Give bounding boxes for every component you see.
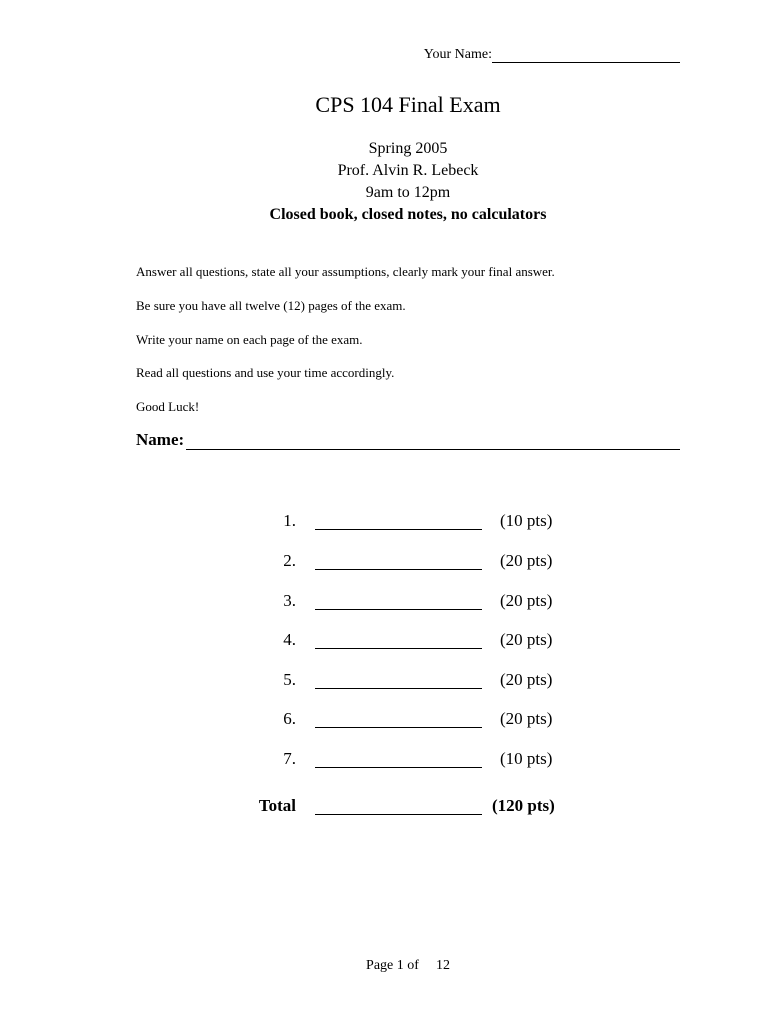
question-points: (20 pts) bbox=[500, 630, 553, 649]
your-name-field bbox=[424, 46, 680, 63]
question-points: (20 pts) bbox=[500, 709, 553, 728]
exam-title: CPS 104 Final Exam bbox=[315, 92, 501, 117]
total-blank[interactable] bbox=[315, 814, 482, 815]
instruction-1: Answer all questions, state all your assumptions, clearly mark your final answer. bbox=[136, 264, 555, 279]
score-row-6 bbox=[0, 709, 770, 733]
question-number: 3. bbox=[283, 591, 296, 610]
score-blank[interactable] bbox=[315, 688, 482, 689]
instruction-2: Be sure you have all twelve (12) pages of the exam. bbox=[136, 298, 406, 313]
page-total: 12 bbox=[435, 958, 450, 973]
exam-rules: Closed book, closed notes, no calculators bbox=[269, 206, 547, 223]
question-number: 4. bbox=[283, 630, 296, 649]
your-name-label: Your Name: bbox=[423, 47, 492, 62]
question-number: 1. bbox=[283, 511, 296, 530]
score-row-3 bbox=[0, 591, 770, 615]
score-blank[interactable] bbox=[315, 609, 482, 610]
professor: Prof. Alvin R. Lebeck bbox=[337, 162, 479, 179]
score-blank[interactable] bbox=[315, 727, 482, 728]
question-points: (20 pts) bbox=[500, 551, 553, 570]
score-blank[interactable] bbox=[315, 648, 482, 649]
instruction-3: Write your name on each page of the exam. bbox=[136, 332, 363, 347]
exam-time: 9am to 12pm bbox=[365, 184, 451, 201]
score-row-1 bbox=[0, 511, 770, 535]
total-label: Total bbox=[258, 796, 296, 815]
question-number: 2. bbox=[283, 551, 296, 570]
name-label: Name: bbox=[136, 430, 185, 449]
score-row-2 bbox=[0, 551, 770, 575]
question-number: 7. bbox=[283, 749, 296, 768]
question-points: (20 pts) bbox=[500, 670, 553, 689]
instruction-5: Good Luck! bbox=[136, 399, 200, 414]
your-name-blank[interactable] bbox=[492, 46, 680, 63]
score-blank[interactable] bbox=[315, 767, 482, 768]
semester: Spring 2005 bbox=[368, 140, 448, 157]
question-number: 5. bbox=[283, 670, 296, 689]
name-field bbox=[136, 430, 680, 450]
instruction-4: Read all questions and use your time accordingly. bbox=[136, 365, 395, 380]
name-blank[interactable] bbox=[186, 431, 680, 450]
page-text: Page 1 of bbox=[366, 958, 419, 973]
score-blank[interactable] bbox=[315, 569, 482, 570]
total-points: (120 pts) bbox=[492, 796, 555, 815]
question-points: (20 pts) bbox=[500, 591, 553, 610]
question-points: (10 pts) bbox=[500, 511, 553, 530]
score-row-4 bbox=[0, 630, 770, 654]
page-footer bbox=[0, 958, 770, 974]
score-row-5 bbox=[0, 670, 770, 694]
score-row-7 bbox=[0, 749, 770, 773]
score-row-total bbox=[0, 796, 770, 820]
question-points: (10 pts) bbox=[500, 749, 553, 768]
question-number: 6. bbox=[283, 709, 296, 728]
score-blank[interactable] bbox=[315, 529, 482, 530]
